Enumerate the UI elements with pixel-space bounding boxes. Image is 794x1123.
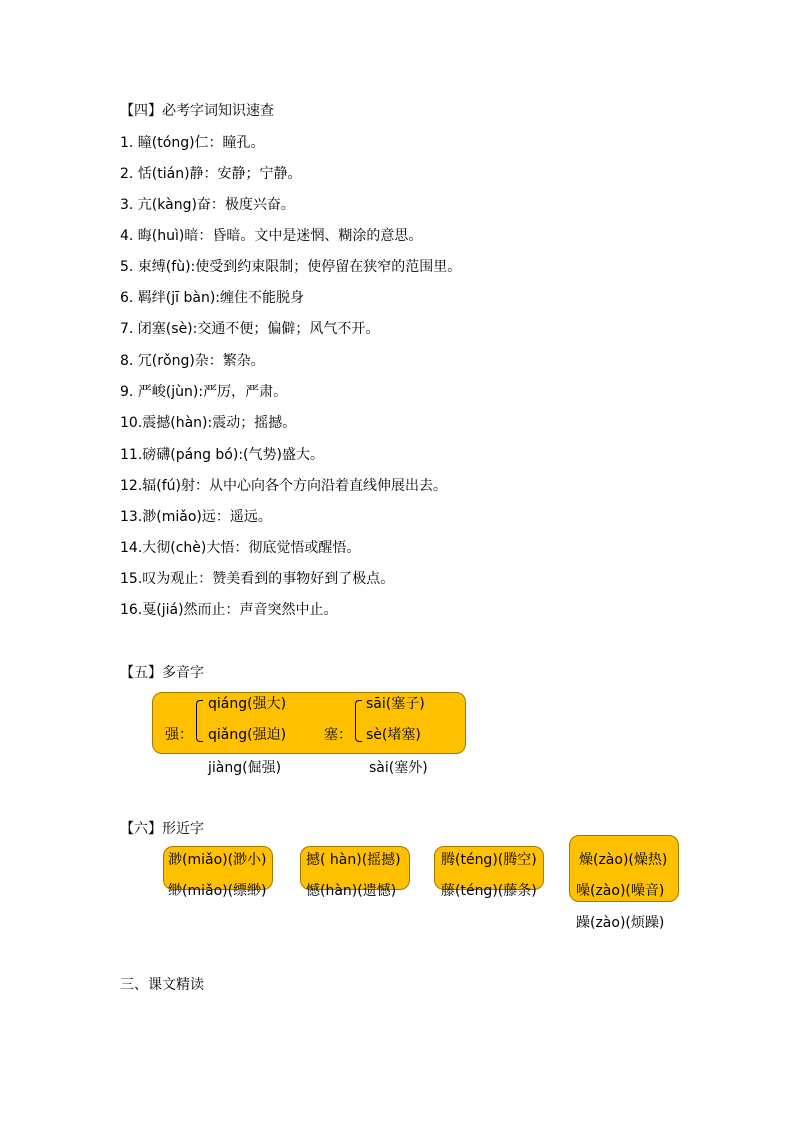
list-item: 16.戛(jiá)然而止：声音突然中止。 [120, 602, 338, 618]
reading-sai-1: sāi(塞子) [366, 696, 425, 712]
similar-char-bottom: 缈(miǎo)(缥缈) [168, 883, 267, 899]
section-title-four: 【四】必考字词知识速查 [120, 103, 274, 119]
similar-char-top: 燥(zào)(燥热) [579, 852, 668, 868]
list-item: 10.震撼(hàn):震动；摇撼。 [120, 415, 297, 431]
list-item: 14.大彻(chè)大悟：彻底觉悟或醒悟。 [120, 540, 361, 556]
similar-char-bottom: 躁(zào)(烦躁) [576, 915, 665, 931]
section-title-three: 三、课文精读 [120, 977, 204, 993]
similar-char-top: 腾(téng)(腾空) [441, 852, 537, 868]
section-title-five: 【五】多音字 [120, 665, 204, 681]
list-item: 4. 晦(huì)暗：昏暗。文中是迷惘、糊涂的意思。 [120, 228, 423, 244]
brace-sai [355, 700, 362, 742]
list-item: 8. 冗(rǒng)杂：繁杂。 [120, 353, 265, 369]
list-item: 6. 羁绊(jī bàn):缠住不能脱身 [120, 290, 305, 306]
similar-char-middle: 噪(zào)(噪音) [576, 883, 665, 899]
list-item: 11.磅礴(páng bó):(气势)盛大。 [120, 447, 324, 463]
reading-qiang-3: jiàng(倔强) [208, 760, 282, 776]
similar-char-top: 撼( hàn)(摇撼) [306, 852, 401, 868]
list-item: 13.渺(miǎo)远：遥远。 [120, 509, 272, 525]
reading-sai-2: sè(堵塞) [366, 727, 421, 743]
brace-qiang [196, 700, 203, 742]
reading-sai-3: sài(塞外) [369, 760, 428, 776]
list-item: 7. 闭塞(sè):交通不便；偏僻；风气不开。 [120, 321, 380, 337]
reading-qiang-2: qiǎng(强迫) [208, 727, 287, 743]
similar-char-bottom: 藤(téng)(藤条) [441, 883, 537, 899]
section-title-six: 【六】形近字 [120, 821, 204, 837]
similar-char-bottom: 憾(hàn)(遗憾) [306, 883, 397, 899]
list-item: 1. 瞳(tóng)仁：瞳孔。 [120, 135, 265, 151]
list-item: 5. 束缚(fù):使受到约束限制；使停留在狭窄的范围里。 [120, 259, 462, 275]
list-item: 15.叹为观止：赞美看到的事物好到了极点。 [120, 571, 395, 587]
reading-qiang-1: qiáng(强大) [208, 696, 287, 712]
list-item: 12.辐(fú)射：从中心向各个方向沿着直线伸展出去。 [120, 478, 447, 494]
similar-char-top: 渺(miǎo)(渺小) [168, 852, 267, 868]
list-item: 2. 恬(tián)静：安静；宁静。 [120, 166, 302, 182]
polyphone-char-qiang: 强： [165, 727, 193, 743]
polyphone-char-sai: 塞： [324, 727, 352, 743]
list-item: 3. 亢(kàng)奋：极度兴奋。 [120, 197, 295, 213]
list-item: 9. 严峻(jùn):严厉，严肃。 [120, 384, 288, 400]
